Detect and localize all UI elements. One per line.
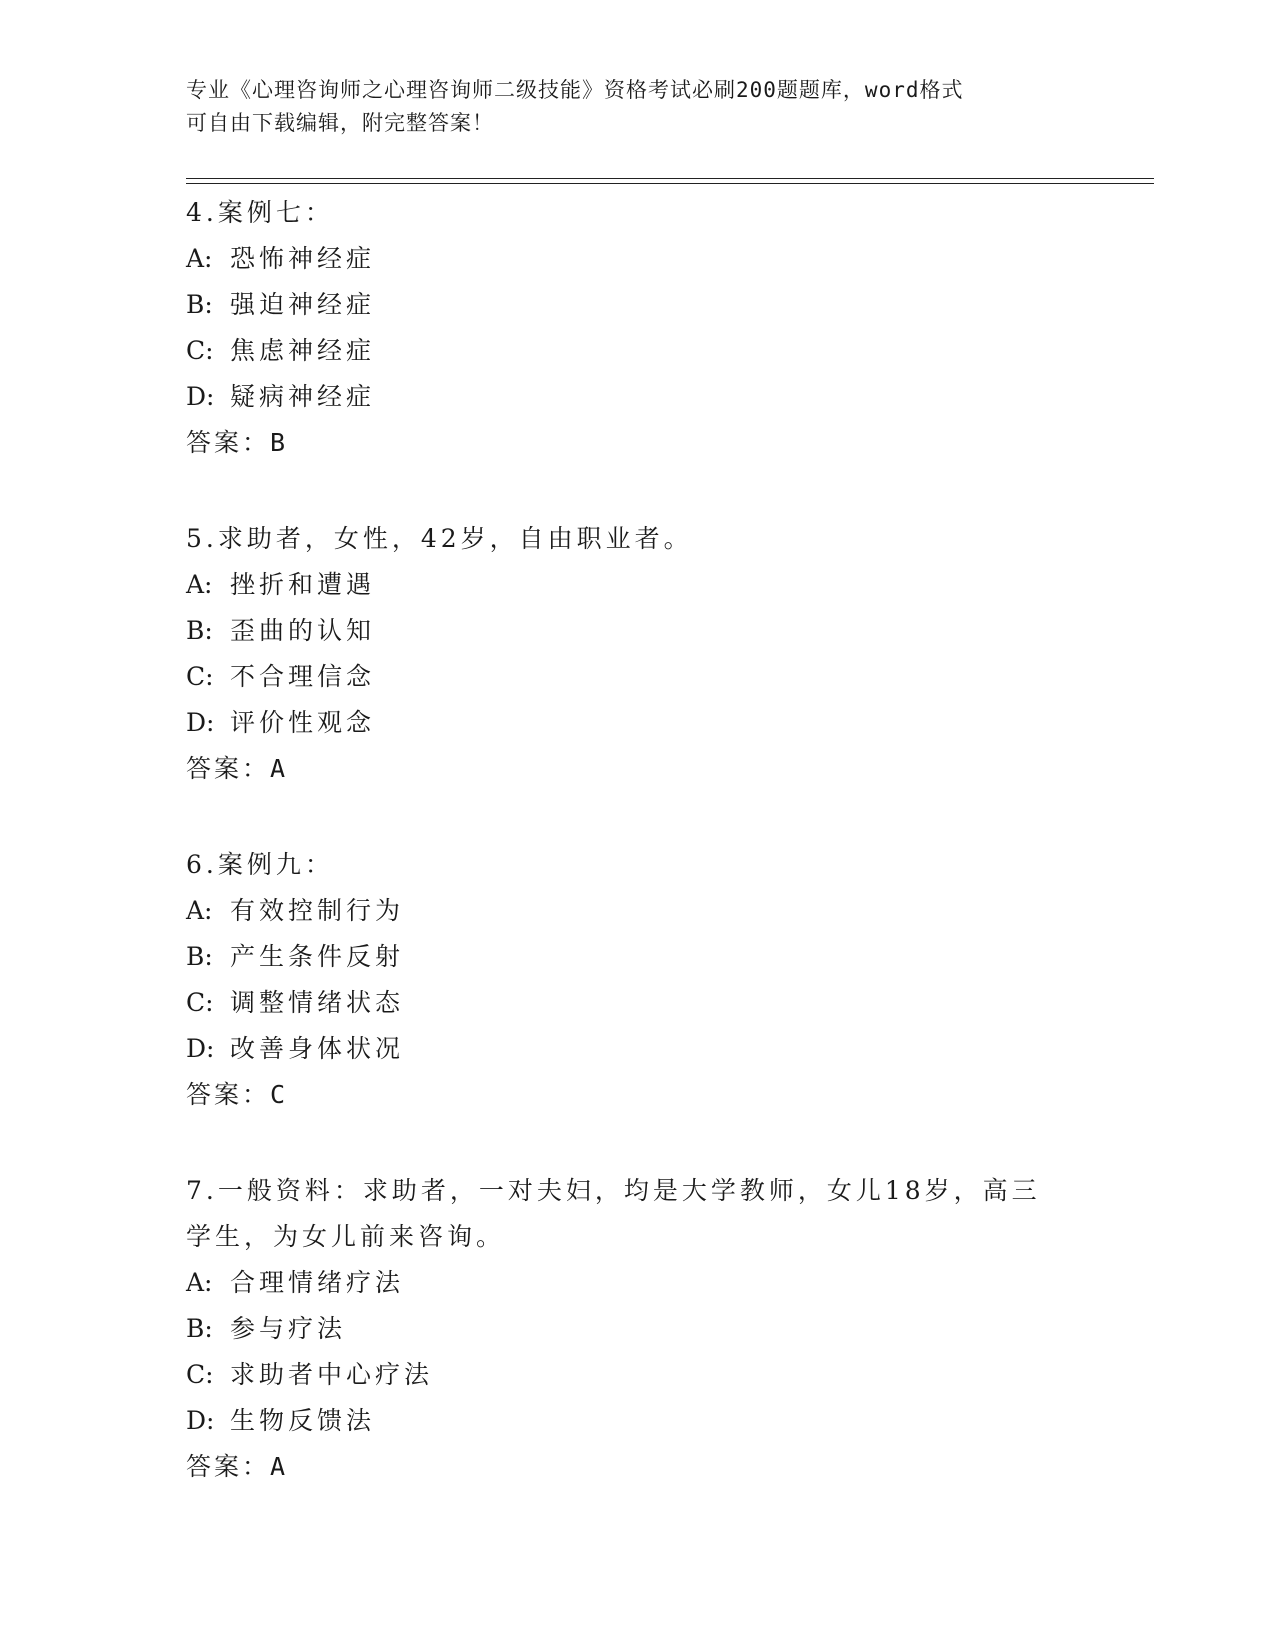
option-text: 改善身体状况 (230, 1034, 405, 1063)
option-b (186, 608, 1086, 654)
option-letter: D: (186, 382, 215, 411)
answer-label: 答案： (186, 1452, 271, 1481)
option-letter: B: (186, 290, 213, 319)
option-text: 强迫神经症 (230, 290, 376, 319)
option-b (186, 934, 1086, 980)
option-b (186, 1306, 1086, 1352)
question-title: 6.案例九： (186, 850, 334, 879)
question-item (186, 516, 1086, 792)
option-letter: D: (186, 708, 215, 737)
answer-label: 答案： (186, 428, 271, 457)
option-text: 求助者中心疗法 (230, 1360, 434, 1389)
option-c (186, 328, 1086, 374)
option-c (186, 980, 1086, 1026)
option-text: 挫折和遭遇 (230, 570, 376, 599)
question-title: 5.求助者，女性，42岁，自由职业者。 (186, 524, 693, 553)
option-letter: D: (186, 1034, 215, 1063)
option-text: 参与疗法 (230, 1314, 347, 1343)
answer-line (186, 420, 1086, 466)
option-letter: A: (186, 896, 213, 925)
option-letter: C: (186, 662, 214, 691)
answer-label: 答案： (186, 754, 271, 783)
document-header (186, 74, 1066, 140)
option-text: 不合理信念 (230, 662, 376, 691)
option-text: 有效控制行为 (230, 896, 405, 925)
question-title: 7.一般资料：求助者，一对夫妇，均是大学教师，女儿18岁，高三学生，为女儿前来咨询。 (186, 1176, 1041, 1251)
answer-value: A (270, 1452, 286, 1481)
question-item (186, 842, 1086, 1118)
option-d (186, 700, 1086, 746)
option-d (186, 1398, 1086, 1444)
option-text: 焦虑神经症 (230, 336, 376, 365)
option-d (186, 1026, 1086, 1072)
option-c (186, 1352, 1086, 1398)
option-a (186, 888, 1086, 934)
option-letter: A: (186, 570, 213, 599)
option-text: 生物反馈法 (230, 1406, 376, 1435)
option-a (186, 236, 1086, 282)
option-d (186, 374, 1086, 420)
answer-label: 答案： (186, 1080, 271, 1109)
option-letter: C: (186, 1360, 214, 1389)
answer-line (186, 1444, 1086, 1490)
header-divider-top (186, 178, 1154, 179)
option-letter: C: (186, 988, 214, 1017)
answer-value: A (270, 754, 286, 783)
answer-line (186, 1072, 1086, 1118)
header-divider-bottom (186, 183, 1154, 184)
option-letter: B: (186, 616, 213, 645)
option-text: 评价性观念 (230, 708, 376, 737)
option-a (186, 1260, 1086, 1306)
header-line-1: 专业《心理咨询师之心理咨询师二级技能》资格考试必刷200题题库，word格式 (186, 78, 964, 102)
header-line-2: 可自由下载编辑，附完整答案！ (186, 111, 494, 135)
question-item (186, 1168, 1086, 1490)
option-text: 调整情绪状态 (230, 988, 405, 1017)
option-text: 疑病神经症 (230, 382, 376, 411)
option-text: 恐怖神经症 (230, 244, 376, 273)
option-text: 歪曲的认知 (230, 616, 376, 645)
option-c (186, 654, 1086, 700)
question-title: 4.案例七： (186, 198, 334, 227)
question-item (186, 190, 1086, 466)
option-letter: A: (186, 1268, 213, 1297)
option-text: 产生条件反射 (230, 942, 405, 971)
answer-line (186, 746, 1086, 792)
option-letter: D: (186, 1406, 215, 1435)
option-letter: B: (186, 1314, 213, 1343)
answer-value: C (270, 1080, 286, 1109)
option-a (186, 562, 1086, 608)
option-text: 合理情绪疗法 (230, 1268, 405, 1297)
option-letter: C: (186, 336, 214, 365)
option-b (186, 282, 1086, 328)
option-letter: B: (186, 942, 213, 971)
answer-value: B (270, 428, 286, 457)
option-letter: A: (186, 244, 213, 273)
question-list (186, 190, 1086, 1540)
